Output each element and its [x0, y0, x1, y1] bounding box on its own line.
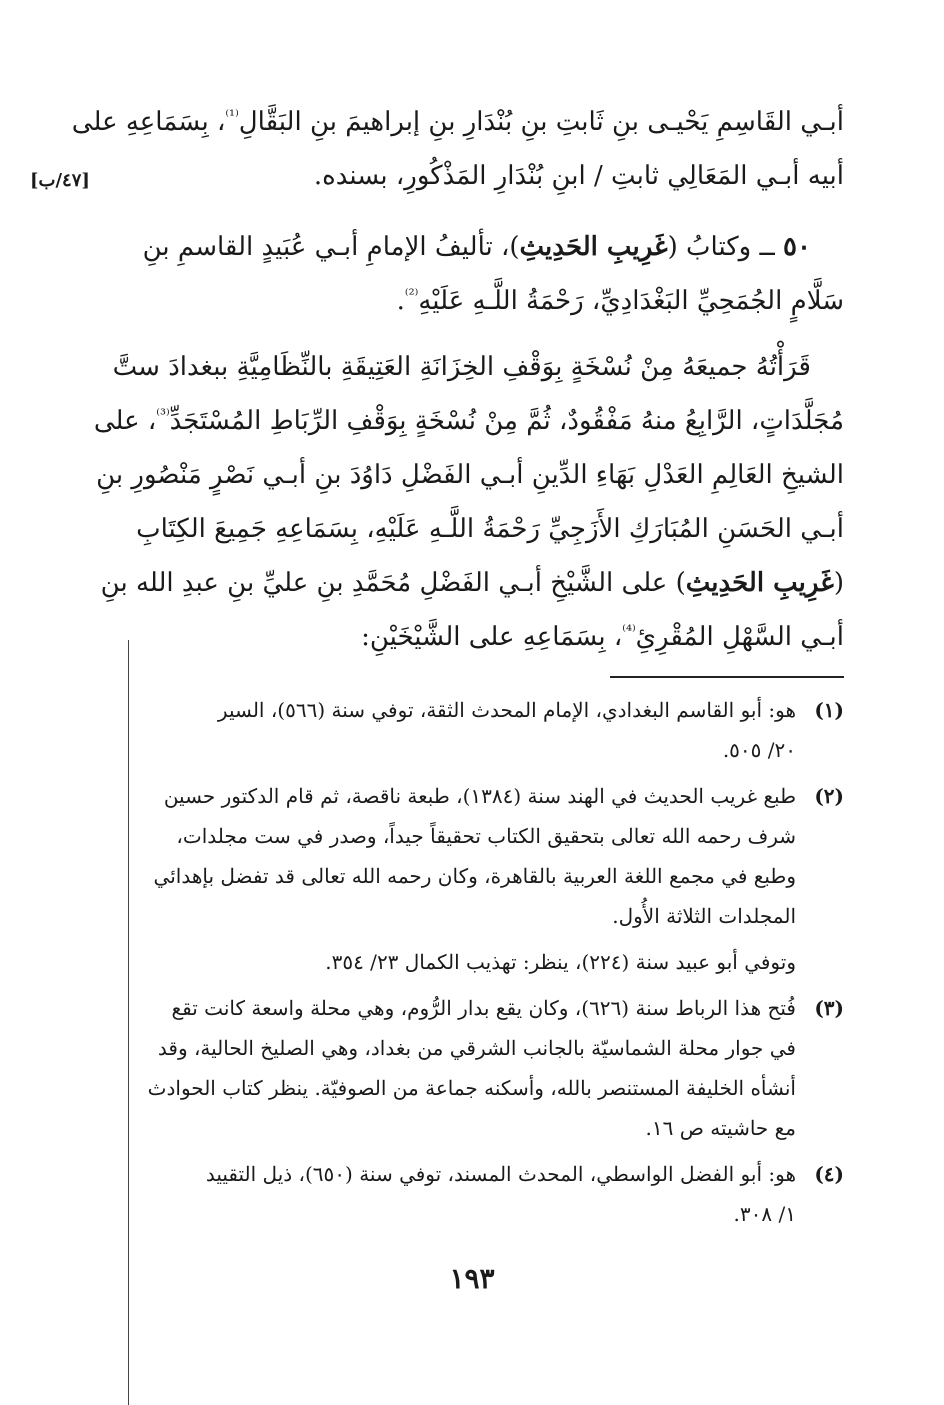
reading-chain-paragraph — [93, 340, 844, 664]
footnote-3 — [112, 988, 844, 1148]
footnote-ref-3[interactable]: ⁽³⁾ — [156, 405, 170, 424]
footnote-ref-1[interactable]: ⁽¹⁾ — [225, 106, 239, 125]
book-title: غَرِيبِ الحَدِيثِ — [519, 232, 668, 262]
text-line: أبـي الحَسَنِ المُبَارَكِ الأَزَجِيِّ رَحْمَةُ اللَّـهِ عَلَيْهِ، بِسَمَاعِهِ جَمِيعَ الكِتَابِ — [136, 514, 844, 544]
footnote-text: هو: أبو الفضل الواسطي، المحدث المسند، توفي سنة (٦٥٠)، ذيل التقييد ١/ ٣٠٨. — [205, 1162, 796, 1226]
text-line: الشيخِ العَالِمِ العَدْلِ بَهَاءِ الدِّينِ أبـي الفَضْلِ دَاوُدَ بنِ أبـي نَصْرٍ مَنْصُورِ بنِ — [96, 460, 844, 490]
footnote-2 — [112, 776, 844, 936]
book-title: غَرِيبِ الحَدِيثِ — [685, 568, 834, 598]
footnote-text: فُتح هذا الرباط سنة (٦٢٦)، وكان يقع بدار الرُّوم، وهي محلة واسعة كانت تقع في جوار محلة الشماسيّة بالجانب الشرقي من بغداد، وهي الصليخ الحالية، وقد أنشأه الخليفة المستنصر بالله، وأسكنه جماعة من الصوفيّة. ينظر كتاب الحوادث مع حاشيته ص ١٦. — [147, 996, 796, 1140]
entry-number: ٥٠ — [783, 232, 811, 262]
footnote-separator — [610, 676, 844, 678]
footnote-text: طبع غريب الحديث في الهند سنة (١٣٨٤)، طبعة ناقصة، ثم قام الدكتور حسين شرف رحمه الله تعالى بتحقيق الكتاب تحقيقاً جيداً، وصدر في ست مجلدات، وطبع في مجمع اللغة العربية بالقاهرة، وكان رحمه الله تعالى قد تفضل بإهدائي المجلدات الثلاثة الأُول. — [153, 784, 796, 928]
text-line: قَرَأْتُهُ جميعَهُ مِنْ نُسْخَةٍ بِوَقْفِ الخِزَانَةِ العَتِيقَةِ بالنِّظَامِيَّةِ ببغدادَ ستَّ — [112, 352, 811, 382]
text-line: أبـي السَّهْلِ المُقْرِئِ$^{^{(4)}}$، بِسَمَاعِهِ على الشَّيْخَيْنِ: — [361, 621, 844, 652]
footnote-number: (٤) — [814, 1162, 844, 1186]
text-line: ٥٠ ــ وكتابُ (غَرِيبِ الحَدِيثِ)، تأليفُ الإمامِ أبـي عُبَيدٍ القاسمِ بنِ — [142, 232, 811, 262]
text-line: سَلَّامٍ الجُمَحِيِّ البَغْدَادِيِّ، رَحْمَةُ اللَّـهِ عَلَيْهِ$^{^{(2)}}$. — [396, 285, 844, 316]
footnote-number: (٣) — [814, 996, 844, 1020]
page-number: ١٩٣ — [449, 1262, 495, 1295]
footnotes-section — [112, 690, 844, 1240]
entry-50-paragraph — [112, 220, 844, 328]
manuscript-folio-marker: [٤٧/ب] — [30, 170, 90, 191]
text-line: أبيه أبـي المَعَالِي ثابتِ / ابنِ بُنْدَارِ المَذْكُورِ، بسنده. — [313, 161, 844, 191]
footnote-text: هو: أبو القاسم البغدادي، الإمام المحدث الثقة، توفي سنة (٥٦٦)، السير ٢٠/ ٥٠٥. — [217, 698, 796, 762]
footnote-number: (٢) — [814, 784, 844, 808]
text-line: (غَرِيبِ الحَدِيثِ) على الشَّيْخِ أبـي الفَضْلِ مُحَمَّدِ بنِ عليِّ بنِ عبدِ الله بنِ — [100, 568, 844, 598]
text-line: أبـي القَاسِمِ يَحْيـى بنِ ثَابتِ بنِ بُنْدَارِ بنِ إبراهيمَ بنِ البَقَّالِ$^{^{(1)}}$، بِسَمَاعِهِ على — [71, 106, 844, 137]
continuation-paragraph — [71, 95, 844, 203]
footnote-4 — [112, 1154, 844, 1234]
footnote-number: (١) — [814, 698, 844, 722]
footnote-2-continuation: وتوفي أبو عبيد سنة (٢٢٤)، ينظر: تهذيب الكمال ٢٣/ ٣٥٤. — [325, 950, 796, 974]
footnote-ref-2[interactable]: ⁽²⁾ — [404, 285, 419, 304]
text-line: مُجَلَّدَاتٍ، الرَّابِعُ منهُ مَفْقُودٌ، ثُمَّ مِنْ نُسْخَةٍ بِوَقْفِ الرِّبَاطِ المُسْتَجَدِّ$^{^{(3)}}$، على — [93, 405, 844, 436]
footnote-1 — [112, 690, 844, 770]
footnote-ref-4[interactable]: ⁽⁴⁾ — [622, 621, 636, 640]
